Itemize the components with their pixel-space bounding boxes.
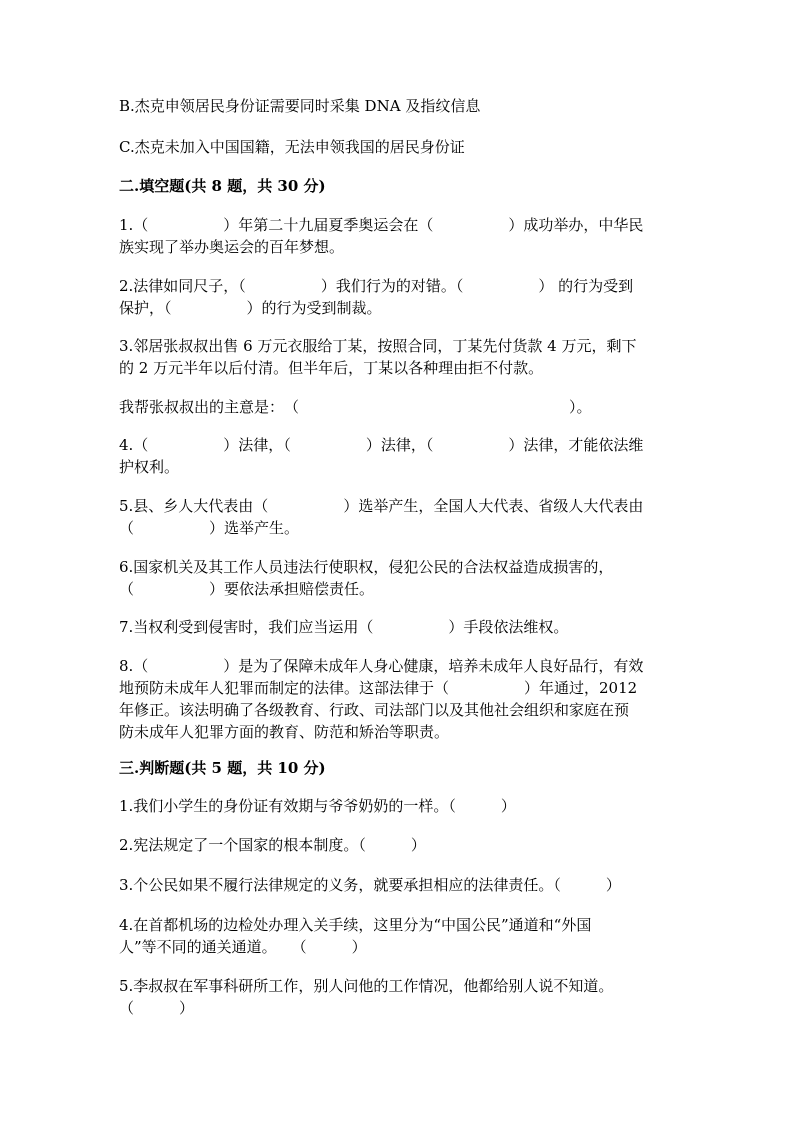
question-line: 年修正。该法明确了各级教育、行政、司法部门以及其他社会组织和家庭在预 [119, 701, 630, 719]
fill-question-1 [119, 214, 675, 258]
fill-question-6 [119, 556, 675, 600]
question-line: 的 2 万元半年以后付清。但半年后，丁某以各种理由拒不付款。 [119, 359, 544, 377]
question-line: 保护，（ ）的行为受到制裁。 [119, 299, 382, 317]
fill-question-7: 7.当权利受到侵害时，我们应当运用（ ）手段依法维权。 [119, 618, 569, 636]
fill-question-4 [119, 434, 675, 478]
question-line: 防未成年人犯罪方面的教育、防范和矫治等职责。 [119, 723, 450, 741]
question-line: 族实现了举办奥运会的百年梦想。 [119, 238, 345, 256]
question-line: 护权利。 [119, 458, 180, 476]
judge-question-3: 3.个公民如果不履行法律规定的义务，就要承担相应的法律责任。（ ） [119, 876, 621, 894]
question-line: 5.县、乡人大代表由（ ）选举产生，全国人大代表、省级人大代表由 [119, 497, 644, 515]
option-b: B.杰克申领居民身份证需要同时采集 DNA 及指纹信息 [119, 97, 481, 115]
fill-question-3 [119, 335, 675, 379]
judge-question-1: 1.我们小学生的身份证有效期与爷爷奶奶的一样。（ ） [119, 797, 516, 815]
fill-question-2 [119, 275, 675, 319]
fill-question-8 [119, 655, 675, 743]
judge-question-4 [119, 914, 675, 958]
question-line: 6.国家机关及其工作人员违法行使职权，侵犯公民的合法权益造成损害的， [119, 558, 614, 576]
section-heading-true-false: 三.判断题(共 5 题，共 10 分) [119, 759, 326, 777]
question-line: 地预防未成年人犯罪而制定的法律。这部法律于（ ）年通过，2012 [119, 679, 638, 697]
fill-question-3-answer: 我帮张叔叔出的主意是： （ ）。 [119, 398, 592, 416]
section-heading-fill-blank: 二.填空题(共 8 题，共 30 分) [119, 177, 326, 195]
question-line: 1.（ ）年第二十九届夏季奥运会在（ ）成功举办，中华民 [119, 216, 644, 234]
question-line: 人”等不同的通关通道。 （ ） [119, 938, 367, 956]
judge-question-5 [119, 975, 675, 1019]
question-line: 3.邻居张叔叔出售 6 万元衣服给丁某，按照合同，丁某先付货款 4 万元，剩下 [119, 337, 637, 355]
question-line: 2.法律如同尺子，（ ）我们行为的对错。（ ） 的行为受到 [119, 277, 634, 295]
question-line: （ ） [119, 999, 195, 1017]
question-line: （ ）选举产生。 [119, 519, 300, 537]
judge-question-2: 2.宪法规定了一个国家的根本制度。（ ） [119, 836, 426, 854]
question-line: 5.李叔叔在军事科研所工作，别人问他的工作情况，他都给别人说不知道。 [119, 977, 614, 995]
fill-question-5 [119, 495, 675, 539]
question-line: 4.在首都机场的边检处办理入关手续，这里分为“中国公民”通道和“外国 [119, 916, 592, 934]
question-line: （ ）要依法承担赔偿责任。 [119, 580, 375, 598]
question-line: 8.（ ）是为了保障未成年人身心健康，培养未成年人良好品行，有效 [119, 657, 644, 675]
question-line: 4.（ ）法律，（ ）法律，（ ）法律，才能依法维 [119, 436, 644, 454]
option-c: C.杰克未加入中国国籍，无法申领我国的居民身份证 [119, 138, 465, 156]
